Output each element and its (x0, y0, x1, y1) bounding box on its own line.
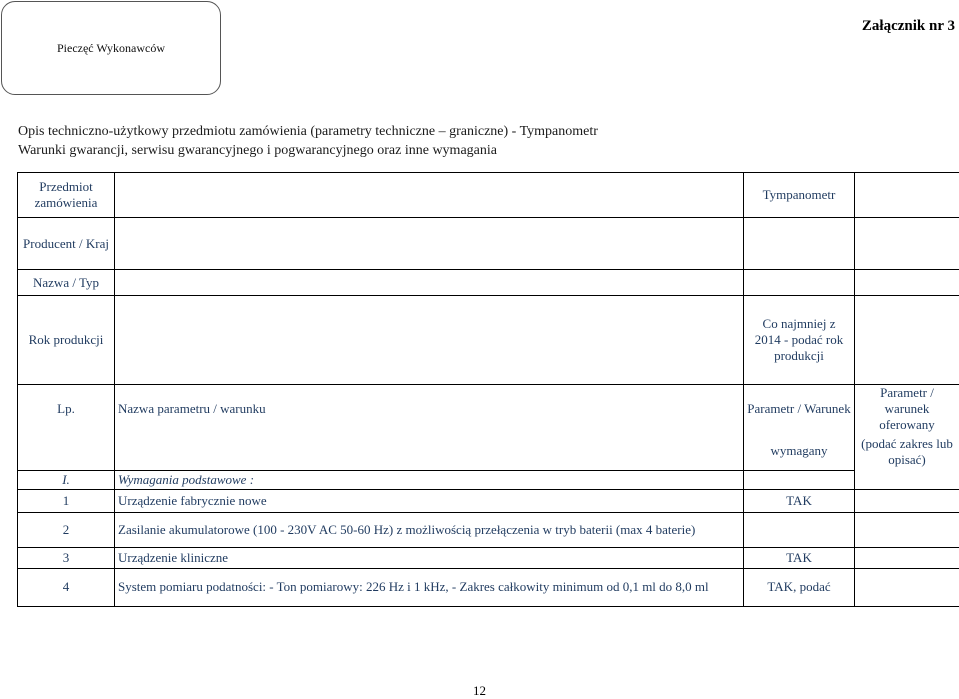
section-number: I. (18, 470, 115, 489)
header-required-1: Parametr / Warunek (744, 385, 855, 434)
stamp-box (1, 1, 221, 95)
table-row (18, 547, 959, 568)
section-label: Wymagania podstawowe : (115, 470, 744, 489)
annex-label: Załącznik nr 3 (862, 18, 955, 35)
row-value: TAK (744, 489, 855, 512)
row-lp: 4 (18, 568, 115, 606)
row-value: TAK (744, 547, 855, 568)
table-row (18, 512, 959, 547)
subject-label: Przedmiot zamówienia (18, 173, 115, 218)
row-name: Zasilanie akumulatorowe (100 - 230V AC 50-60 Hz) z możliwością przełączenia w tryb baterii (max 4 baterie) (115, 512, 744, 547)
row-name: Urządzenie kliniczne (115, 547, 744, 568)
specification-table (17, 172, 959, 607)
name-label: Nazwa / Typ (18, 270, 115, 296)
row-lp: 2 (18, 512, 115, 547)
year-value: Co najmniej z 2014 - podać rok produkcji (744, 296, 855, 385)
table-row (18, 489, 959, 512)
title-line-2: Warunki gwarancji, serwisu gwarancyjnego i pogwarancyjnego oraz inne wymagania (18, 141, 598, 160)
year-label: Rok produkcji (18, 296, 115, 385)
table-row (18, 568, 959, 606)
title-line-1: Opis techniczno-użytkowy przedmiotu zamówienia (parametry techniczne – graniczne) - Tympanometr (18, 122, 598, 141)
header-row-2 (18, 433, 959, 470)
header-required-2: wymagany (744, 433, 855, 470)
header-row (18, 385, 959, 434)
page-number: 12 (0, 683, 959, 699)
document-title (18, 122, 598, 160)
header-param-name: Nazwa parametru / warunku (115, 385, 744, 434)
stamp-label: Pieczęć Wykonawców (57, 41, 165, 56)
row-lp: 1 (18, 489, 115, 512)
row-lp: 3 (18, 547, 115, 568)
year-row (18, 296, 959, 385)
subject-row (18, 173, 959, 218)
header-lp: Lp. (18, 385, 115, 434)
row-name: Urządzenie fabrycznie nowe (115, 489, 744, 512)
name-row (18, 270, 959, 296)
row-name: System pomiaru podatności: - Ton pomiarowy: 226 Hz i 1 kHz, - Zakres całkowity minimum od 0,1 ml do 8,0 ml (115, 568, 744, 606)
header-offered-1: Parametr / warunek oferowany (855, 385, 959, 434)
producer-row (18, 218, 959, 270)
row-value: TAK, podać (744, 568, 855, 606)
section-row (18, 470, 959, 489)
subject-value: Tympanometr (744, 173, 855, 218)
header-offered-2: (podać zakres lub opisać) (855, 433, 959, 470)
row-value (744, 512, 855, 547)
producer-label: Producent / Kraj (18, 218, 115, 270)
